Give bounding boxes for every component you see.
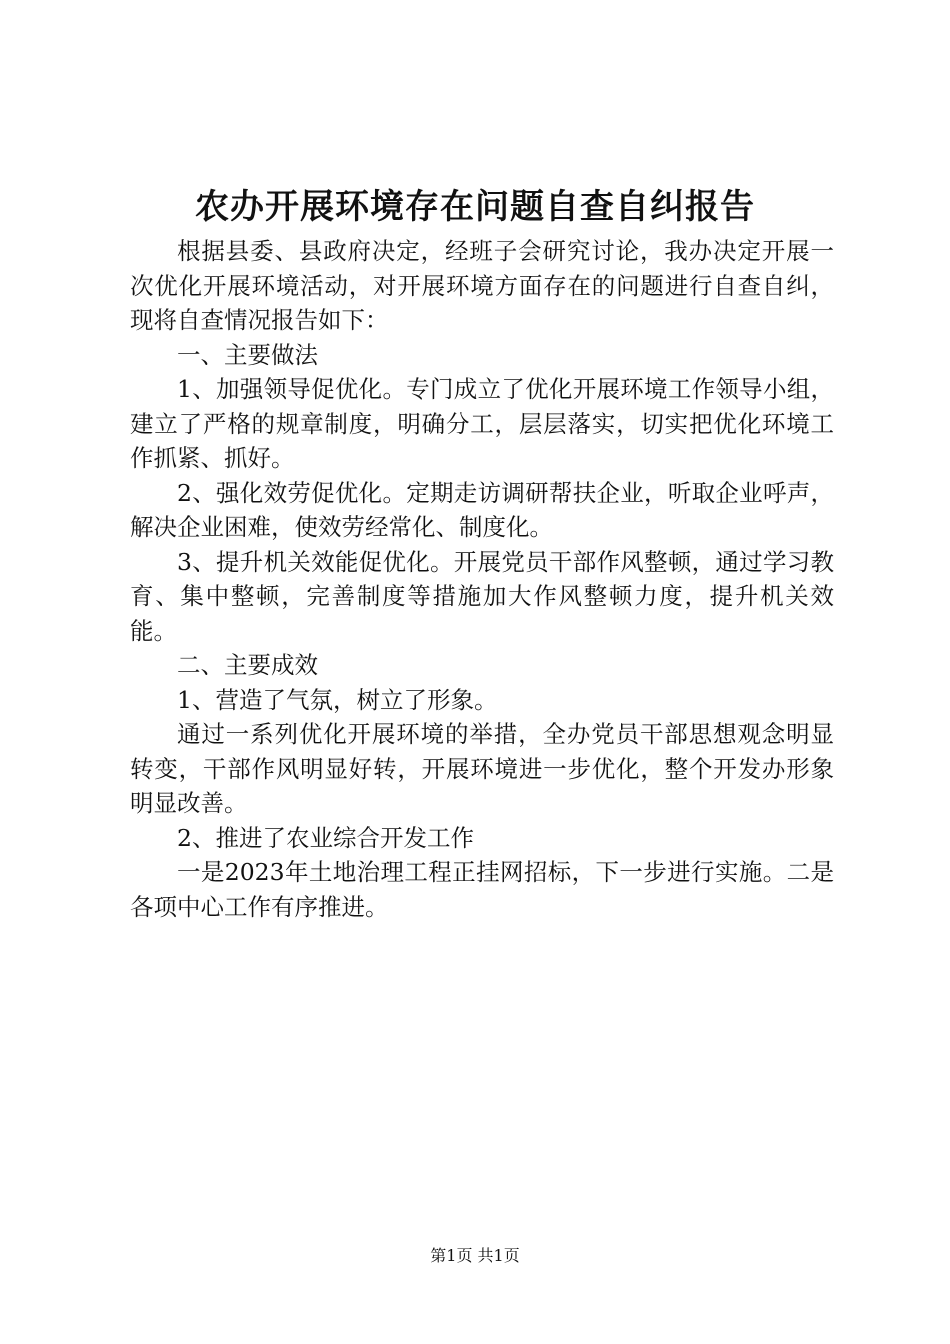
paragraph-result-2-detail: 一是2023年土地治理工程正挂网招标，下一步进行实施。二是各项中心工作有序推进。	[130, 858, 834, 921]
paragraph-measure-3: 3、提升机关效能促优化。开展党员干部作风整顿，通过学习教育、集中整顿，完善制度等措施加大作风整顿力度，提升机关效能。	[130, 547, 834, 645]
heading-main-results: 二、主要成效	[177, 651, 318, 679]
paragraph-result-2-heading: 2、推进了农业综合开发工作	[177, 823, 474, 852]
document-body	[130, 234, 834, 924]
paragraph-measure-1: 1、加强领导促优化。专门成立了优化开展环境工作领导小组，建立了严格的规章制度，明确分工，层层落实，切实把优化环境工作抓紧、抓好。	[130, 375, 834, 472]
heading-main-measures: 一、主要做法	[177, 340, 318, 369]
paragraph-result-1-detail: 通过一系列优化开展环境的举措，全办党员干部思想观念明显转变，干部作风明显好转，开展环境进一步优化，整个开发办形象明显改善。	[130, 720, 834, 817]
paragraph-measure-2: 2、强化效劳促优化。定期走访调研帮扶企业，听取企业呼声，解决企业困难，使效劳经常化、制度化。	[130, 478, 834, 541]
document-title: 农办开展环境存在问题自查自纠报告	[195, 187, 755, 227]
paragraph-intro: 根据县委、县政府决定，经班子会研究讨论，我办决定开展一次优化开展环境活动，对开展环境方面存在的问题进行自查自纠，现将自查情况报告如下：	[130, 237, 834, 334]
page-footer: 第1页 共1页	[430, 1246, 520, 1265]
paragraph-result-1-heading: 1、营造了气氛，树立了形象。	[177, 685, 498, 714]
